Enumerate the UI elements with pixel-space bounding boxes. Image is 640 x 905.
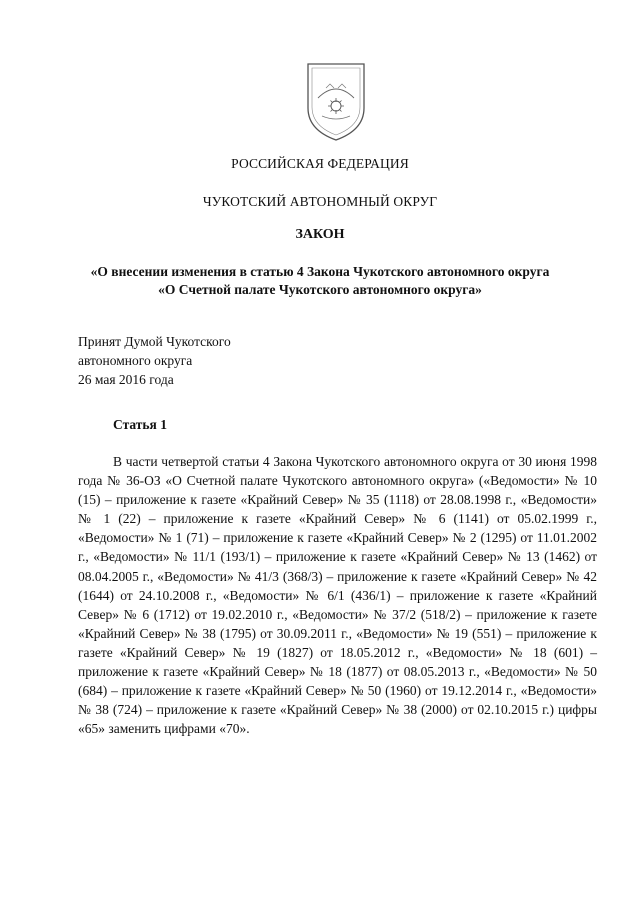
article-title: Статья 1 (113, 417, 167, 432)
region-name: ЧУКОТСКИЙ АВТОНОМНЫЙ ОКРУГ (202, 194, 438, 209)
article-body: В части четвертой статьи 4 Закона Чукотского автономного округа от 30 июня 1998 года № 36-ОЗ «О Счетной палате Чукотского автономного округа» («Ведомости» № 10 (15) – приложение к газете «Крайний Север» № 35 (1118) от 28.08.1998 г., «Ведомости» № 1 (22) – приложение к газете «Крайний Север» № 6 (1141) от 05.02.1999 г., «Ведомости» № 1 (71) – приложение к газете «Крайний Север» № 2 (1295) от 11.01.2002 г., «Ведомости» № 11/1 (193/1) – приложение к газете «Крайний Север» № 13 (1462) от 08.04.2005 г., «Ведомости» № 41/3 (368/3) – приложение к газете «Крайний Север» № 42 (1644) от 24.10.2008 г., «Ведомости» № 6/1 (436/1) – приложение к газете «Крайний Север» № 6 (1712) от 19.02.2010 г., «Ведомости» № 37/2 (518/2) – приложение к газете «Крайний Север» № 38 (1795) от 30.09.2011 г., «Ведомости» № 19 (551) – приложение к газете «Крайний Север» № 19 (1827) от 18.05.2012 г., «Ведомости» № 18 (601) – приложение к газете «Крайний Север» № 18 (1877) от 08.05.2013 г., «Ведомости» № 50 (684) – приложение к газете «Крайний Север» № 50 (1960) от 19.12.2014 г., «Ведомости» № 38 (724) – приложение к газете «Крайний Север» № 38 (2000) от 02.10.2015 г.) цифры «65» заменить цифрами «70». (78, 454, 597, 737)
adoption-date: 26 мая 2016 года (78, 372, 174, 387)
adoption-line-2: автономного округа (78, 353, 193, 368)
document-type: ЗАКОН (295, 227, 345, 242)
law-title-line-2: «О Счетной палате Чукотского автономного округа» (158, 282, 482, 297)
coat-of-arms-emblem (300, 58, 372, 144)
adoption-line-1: Принят Думой Чукотского (78, 334, 231, 349)
law-title-line-1: «О внесении изменения в статью 4 Закона Чукотского автономного округа (90, 264, 550, 279)
country-name: РОССИЙСКАЯ ФЕДЕРАЦИЯ (231, 156, 409, 171)
adoption-info (78, 332, 231, 389)
